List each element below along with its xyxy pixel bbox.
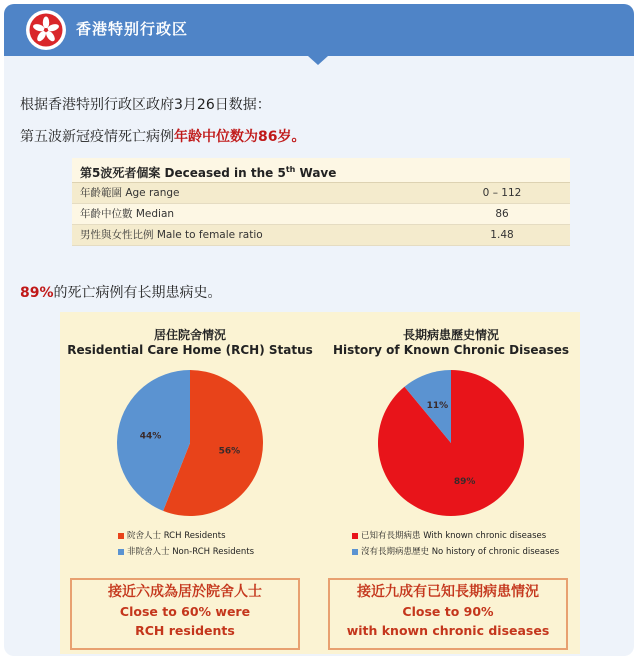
rch-callout: [70, 578, 300, 650]
deceased-table: [72, 158, 570, 244]
legend-item-with-chronic: [352, 528, 559, 544]
bauhinia-emblem-icon: [26, 10, 66, 50]
legend-item-no-chronic: [352, 544, 559, 560]
median-age-prefix: 第五波新冠疫情死亡病例: [20, 129, 174, 145]
rch-legend: [118, 528, 254, 560]
pie-slice-label: 44%: [139, 431, 162, 442]
infographic-panel: [60, 312, 580, 654]
rch-title-zh: 居住院舍情況: [153, 328, 226, 342]
pie-slice-label: 56%: [218, 446, 241, 457]
row-label: 年齡中位數 Median: [80, 208, 175, 220]
chronic-chart-title: [322, 328, 580, 358]
legend-swatch: [118, 533, 124, 539]
chronic-callout: [328, 578, 568, 650]
chronic-title-en: History of Known Chronic Diseases: [332, 343, 570, 357]
median-age-line: [20, 126, 305, 146]
intro-line: 根据香港特别行政区政府3月26日数据：: [20, 97, 271, 113]
chronic-legend: [352, 528, 559, 560]
table-title-sup: th: [285, 165, 296, 174]
legend-label: 沒有長期病患歷史 No history of chronic diseases: [361, 547, 560, 557]
callout-zh: 接近六成為居於院舍人士: [108, 584, 262, 600]
chronic-pie-chart: [376, 368, 526, 518]
legend-swatch: [352, 533, 358, 539]
callout-zh: 接近九成有已知長期病患情況: [357, 584, 539, 600]
rch-pie-chart: [115, 368, 265, 518]
table-row: [72, 204, 570, 225]
chronic-title-zh: 長期病患歷史情況: [402, 328, 499, 342]
row-value: 86: [495, 208, 509, 220]
table-row: [72, 183, 570, 204]
row-label: 年齡範圍 Age range: [80, 187, 180, 199]
callout-en2: RCH residents: [135, 623, 235, 638]
legend-label: 已知有長期病患 With known chronic diseases: [361, 531, 547, 541]
pie-slice-label: 89%: [453, 476, 476, 487]
legend-swatch: [352, 549, 358, 555]
header-bar: [4, 4, 634, 56]
header-title: 香港特别行政区: [76, 20, 189, 38]
legend-swatch: [118, 549, 124, 555]
median-age-highlight: 年龄中位数为86岁。: [174, 129, 306, 145]
table-row: [72, 225, 570, 246]
row-value: 0 – 112: [482, 187, 522, 199]
chronic-highlight: 89%: [20, 285, 54, 301]
chronic-suffix: 的死亡病例有长期患病史。: [53, 285, 222, 301]
legend-label: 院舍人士 RCH Residents: [127, 531, 226, 541]
rch-title-en: Residential Care Home (RCH) Status: [67, 343, 313, 357]
table-title-prefix: 第5波死者個案 Deceased in the 5: [80, 166, 286, 180]
pie-slice-label: 11%: [426, 401, 449, 412]
rch-chart-title: [60, 328, 320, 358]
row-value: 1.48: [490, 229, 514, 241]
table-title-suffix: Wave: [295, 166, 337, 180]
callout-en2: with known chronic diseases: [346, 623, 550, 638]
callout-en1: Close to 90%: [402, 604, 494, 619]
table-title: [72, 158, 570, 183]
legend-label: 非院舍人士 Non-RCH Residents: [127, 547, 255, 557]
legend-item-rch: [118, 528, 254, 544]
callout-en1: Close to 60% were: [119, 604, 251, 619]
chronic-line: [20, 282, 222, 302]
row-label: 男性與女性比例 Male to female ratio: [80, 229, 263, 241]
legend-item-non-rch: [118, 544, 254, 560]
header-notch: [308, 56, 328, 65]
